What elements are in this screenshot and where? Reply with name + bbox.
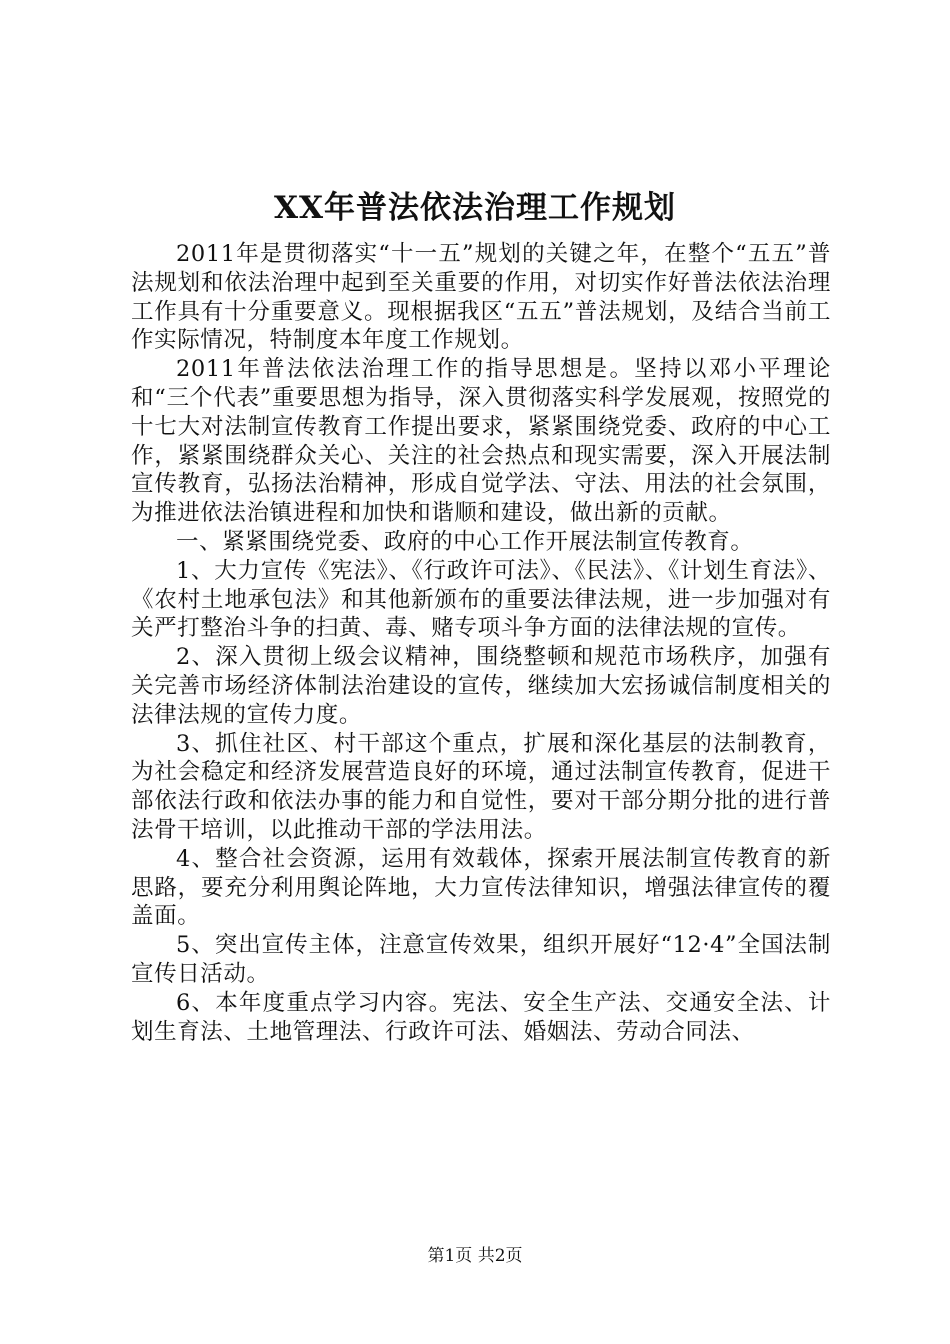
document-body [131, 240, 831, 1046]
list-item-3: 3、抓住社区、村干部这个重点，扩展和深化基层的法制教育，为社会稳定和经济发展营造良好的环境，通过法制宣传教育，促进干部依法行政和依法办事的能力和自觉性，要对干部分期分批的进行普法骨干培训，以此推动干部的学法用法。 [131, 730, 831, 843]
section-heading-1: 一、紧紧围绕党委、政府的中心工作开展法制宣传教育。 [176, 528, 754, 555]
paragraph-intro: 2011年是贯彻落实“十一五”规划的关键之年，在整个“五五”普法规划和依法治理中起到至关重要的作用，对切实作好普法依法治理工作具有十分重要意义。现根据我区“五五”普法规划，及结合当前工作实际情况，特制度本年度工作规划。 [131, 241, 831, 354]
page-number-footer: 第1页 共2页 [427, 1246, 523, 1266]
paragraph-guiding-thought: 2011年普法依法治理工作的指导思想是。坚持以邓小平理论和“三个代表”重要思想为指导，深入贯彻落实科学发展观，按照党的十七大对法制宣传教育工作提出要求，紧紧围绕党委、政府的中心工作，紧紧围绕群众关心、关注的社会热点和现实需要，深入开展法制宣传教育，弘扬法治精神，形成自觉学法、守法、用法的社会氛围，为推进依法治镇进程和加快和谐顺和建设，做出新的贡献。 [131, 356, 831, 527]
document-title: XX年普法依法治理工作规划 [273, 190, 677, 226]
list-item-2: 2、深入贯彻上级会议精神，围绕整顿和规范市场秩序，加强有关完善市场经济体制法治建设的宣传，继续加大宏扬诚信制度相关的法律法规的宣传力度。 [131, 644, 831, 728]
list-item-4: 4、整合社会资源，运用有效载体，探索开展法制宣传教育的新思路，要充分利用舆论阵地，大力宣传法律知识，增强法律宣传的覆盖面。 [131, 845, 831, 930]
list-item-1: 1、大力宣传《宪法》、《行政许可法》、《民法》、《计划生育法》、《农村土地承包法》和其他新颁布的重要法律法规，进一步加强对有关严打整治斗争的扫黄、毒、赌专项斗争方面的法律法规的宣传。 [131, 557, 831, 642]
list-item-6: 6、本年度重点学习内容。宪法、安全生产法、交通安全法、计划生育法、土地管理法、行政许可法、婚姻法、劳动合同法、 [131, 989, 831, 1045]
list-item-5: 5、突出宣传主体，注意宣传效果，组织开展好“12·4”全国法制宣传日活动。 [131, 932, 831, 987]
